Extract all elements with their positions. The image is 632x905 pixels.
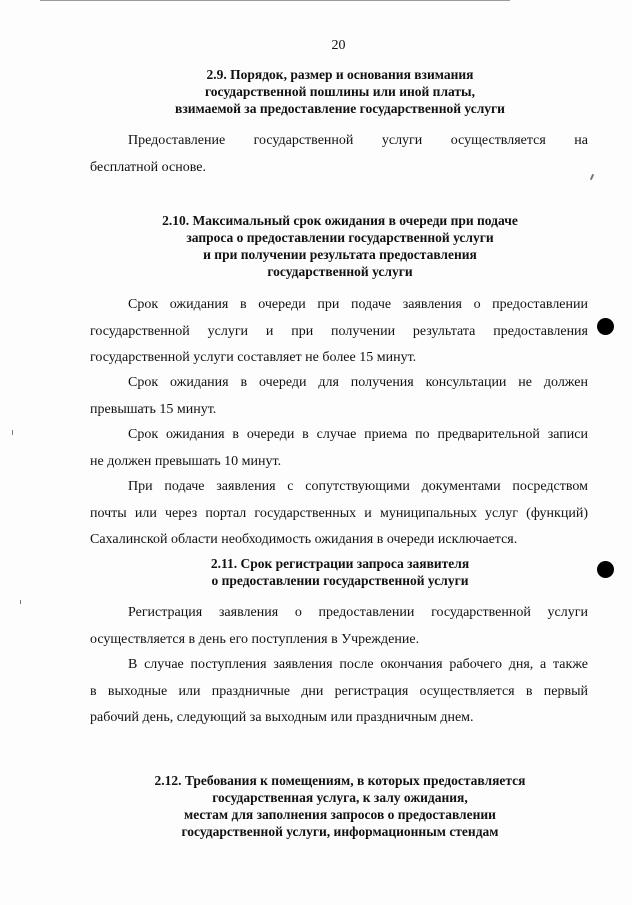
scan-speck (12, 430, 13, 435)
binder-hole-mark (597, 318, 614, 335)
binder-hole-mark (597, 561, 614, 578)
paragraph-line: Срок ожидания в очереди при подаче заявления о предоставлении (128, 297, 588, 312)
heading-line: 2.10. Максимальный срок ожидания в очереди при подаче (162, 213, 518, 228)
paragraph-line: превышать 15 минут. (90, 401, 217, 417)
paragraph-line: Предоставление государственной услуги осуществляется на (128, 133, 588, 148)
paragraph-line: государственной услуги и при получении результата предоставления (90, 323, 588, 339)
heading-line: 2.9. Порядок, размер и основания взимания (206, 67, 474, 82)
paragraph-line: Срок ожидания в очереди в случае приема по предварительной записи (128, 427, 588, 442)
section-2-9-paragraph (90, 128, 588, 181)
heading-line: 2.12. Требования к помещениям, в которых предоставляется (154, 773, 526, 788)
heading-line: государственная услуга, к залу ожидания, (212, 790, 468, 805)
section-2-12-heading (115, 772, 565, 840)
paragraph-line: почты или через портал государственных и муниципальных услуг (функций) (90, 505, 588, 521)
paragraph-line: осуществляется в день его поступления в Учреждение. (90, 631, 420, 647)
top-border-line (40, 0, 510, 1)
heading-line: и при получении результата предоставления (203, 247, 477, 262)
heading-line: запроса о предоставлении государственной услуги (186, 230, 494, 245)
heading-line: местам для заполнения запросов о предоставлении (184, 807, 496, 822)
heading-line: государственной пошлины или иной платы, (205, 84, 475, 99)
heading-line: государственной услуги (267, 264, 413, 279)
scan-speck (20, 600, 21, 604)
scan-speck (590, 174, 594, 180)
section-2-10-paragraph-2 (90, 370, 588, 423)
heading-line: 2.11. Срок регистрации запроса заявителя (210, 556, 470, 571)
paragraph-line: Срок ожидания в очереди для получения консультации не должен (128, 375, 588, 390)
paragraph-line: Сахалинской области необходимость ожидания в очереди исключается. (90, 532, 518, 547)
heading-line: о предоставлении государственной услуги (211, 573, 469, 588)
section-2-9-heading (150, 66, 530, 117)
section-2-10-paragraph-3 (90, 422, 588, 475)
section-2-10-heading (120, 212, 560, 280)
section-2-11-paragraph-2 (90, 652, 588, 732)
section-2-10-paragraph-4 (90, 474, 588, 554)
paragraph-line: рабочий день, следующий за выходным или праздничным днем. (90, 710, 474, 725)
paragraph-line: государственной услуги составляет не более 15 минут. (90, 350, 417, 365)
paragraph-line: Регистрация заявления о предоставлении государственной услуги (128, 605, 588, 620)
paragraph-line: При подаче заявления с сопутствующими документами посредством (128, 479, 588, 494)
section-2-11-heading (170, 555, 510, 589)
paragraph-line: В случае поступления заявления после окончания рабочего дня, а также (128, 657, 588, 672)
heading-line: государственной услуги, информационным стендам (181, 824, 499, 839)
paragraph-line: не должен превышать 10 минут. (90, 453, 282, 469)
heading-line: взимаемой за предоставление государственной услуги (175, 101, 505, 116)
page-number: 20 (331, 38, 346, 53)
paragraph-line: бесплатной основе. (90, 159, 206, 175)
section-2-10-paragraph-1 (90, 292, 588, 372)
paragraph-line: в выходные или праздничные дни регистрация осуществляется в первый (90, 683, 588, 699)
section-2-11-paragraph-1 (90, 600, 588, 653)
